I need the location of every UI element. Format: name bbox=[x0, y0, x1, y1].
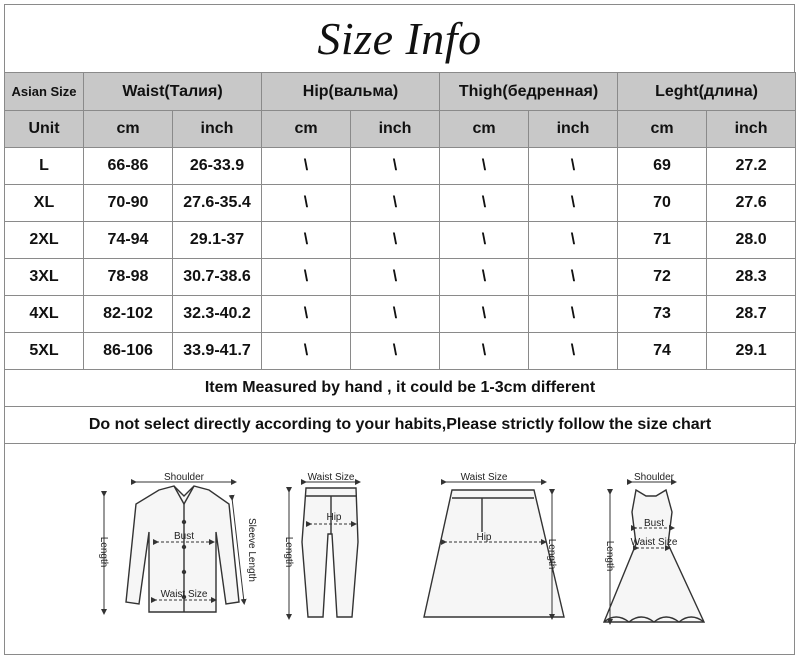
pants-hip-label: Hip bbox=[326, 512, 342, 523]
measurement-cell: 27.6 bbox=[707, 185, 796, 222]
dress-diagram bbox=[604, 482, 704, 622]
unit-cell: inch bbox=[529, 111, 618, 148]
shirt-sleeve-label: Sleeve Length bbox=[246, 518, 257, 582]
measurement-cell: 70 bbox=[618, 185, 707, 222]
measurement-cell: \ bbox=[351, 296, 440, 333]
measurement-cell: 86-106 bbox=[84, 333, 173, 370]
unit-header: Unit bbox=[5, 111, 84, 148]
measurement-cell: 78-98 bbox=[84, 259, 173, 296]
size-cell: 4XL bbox=[5, 296, 84, 333]
unit-cell: cm bbox=[262, 111, 351, 148]
measurement-cell: 32.3-40.2 bbox=[173, 296, 262, 333]
size-table bbox=[4, 72, 796, 444]
dress-waist-label: Waist Size bbox=[630, 537, 678, 548]
measurement-cell: 74-94 bbox=[84, 222, 173, 259]
skirt-length-label: Length bbox=[546, 538, 557, 570]
pants-waist-label: Waist Size bbox=[307, 472, 355, 483]
skirt-waist-label: Waist Size bbox=[460, 472, 508, 483]
measurement-cell: \ bbox=[351, 222, 440, 259]
shirt-shoulder-label: Shoulder bbox=[163, 472, 205, 483]
measurement-cell: 33.9-41.7 bbox=[173, 333, 262, 370]
table-row bbox=[5, 148, 796, 185]
measurement-cell: \ bbox=[262, 259, 351, 296]
table-row bbox=[5, 185, 796, 222]
measurement-cell: 29.1-37 bbox=[173, 222, 262, 259]
measurement-cell: \ bbox=[440, 148, 529, 185]
measurement-cell: \ bbox=[529, 185, 618, 222]
table-row bbox=[5, 333, 796, 370]
unit-cell: inch bbox=[173, 111, 262, 148]
measurement-cell: \ bbox=[351, 333, 440, 370]
unit-cell: cm bbox=[84, 111, 173, 148]
measurement-cell: \ bbox=[440, 333, 529, 370]
size-cell: 5XL bbox=[5, 333, 84, 370]
measurement-cell: \ bbox=[262, 222, 351, 259]
table-row bbox=[5, 296, 796, 333]
unit-cell: cm bbox=[440, 111, 529, 148]
size-cell: 2XL bbox=[5, 222, 84, 259]
length-header: Leght(длина) bbox=[618, 73, 796, 111]
skirt-hip-label: Hip bbox=[476, 532, 492, 543]
dress-bust-label: Bust bbox=[643, 518, 665, 529]
measurement-cell: 72 bbox=[618, 259, 707, 296]
size-cell: 3XL bbox=[5, 259, 84, 296]
measurement-cell: \ bbox=[529, 148, 618, 185]
header-row-groups bbox=[5, 73, 796, 111]
measurement-cell: \ bbox=[529, 333, 618, 370]
measurement-cell: \ bbox=[351, 185, 440, 222]
measurement-cell: 71 bbox=[618, 222, 707, 259]
note-row bbox=[5, 370, 796, 407]
pants-diagram bbox=[289, 482, 358, 617]
measurement-cell: \ bbox=[529, 296, 618, 333]
pants-length-label: Length bbox=[283, 536, 294, 568]
measurement-cell: 30.7-38.6 bbox=[173, 259, 262, 296]
measurement-cell: \ bbox=[351, 259, 440, 296]
shirt-bust-label: Bust bbox=[173, 531, 195, 542]
thigh-header: Thigh(бедренная) bbox=[440, 73, 618, 111]
shirt-waist-label: Waist Size bbox=[160, 589, 208, 600]
measurement-cell: \ bbox=[529, 259, 618, 296]
unit-cell: inch bbox=[351, 111, 440, 148]
unit-cell: inch bbox=[707, 111, 796, 148]
waist-header: Waist(Талия) bbox=[84, 73, 262, 111]
dress-shoulder-label: Shoulder bbox=[633, 472, 675, 483]
skirt-diagram bbox=[424, 482, 564, 617]
table-row bbox=[5, 259, 796, 296]
header-row-units bbox=[5, 111, 796, 148]
measurement-cell: 74 bbox=[618, 333, 707, 370]
size-chart-advice: Do not select directly according to your habits,Please strictly follow the size chart bbox=[5, 407, 796, 444]
unit-cell: cm bbox=[618, 111, 707, 148]
measurement-cell: 66-86 bbox=[84, 148, 173, 185]
measurement-cell: \ bbox=[529, 222, 618, 259]
measurement-cell: \ bbox=[351, 148, 440, 185]
dress-length-label: Length bbox=[604, 540, 615, 572]
note-row bbox=[5, 407, 796, 444]
measurement-cell: \ bbox=[440, 185, 529, 222]
hip-header: Hip(вальма) bbox=[262, 73, 440, 111]
measurement-cell: \ bbox=[262, 296, 351, 333]
measurement-cell: \ bbox=[440, 296, 529, 333]
measurement-cell: 82-102 bbox=[84, 296, 173, 333]
shirt-length-label: Length bbox=[98, 536, 109, 568]
measurement-cell: 28.0 bbox=[707, 222, 796, 259]
measurement-cell: \ bbox=[440, 222, 529, 259]
measurement-diagrams bbox=[4, 452, 795, 655]
measurement-cell: 70-90 bbox=[84, 185, 173, 222]
measurement-cell: 29.1 bbox=[707, 333, 796, 370]
measurement-cell: \ bbox=[262, 333, 351, 370]
measurement-cell: \ bbox=[262, 185, 351, 222]
measurement-cell: 27.2 bbox=[707, 148, 796, 185]
size-cell: XL bbox=[5, 185, 84, 222]
size-cell: L bbox=[5, 148, 84, 185]
measurement-cell: 26-33.9 bbox=[173, 148, 262, 185]
measurement-note: Item Measured by hand , it could be 1-3cm different bbox=[5, 370, 796, 407]
asian-size-header: Asian Size bbox=[5, 73, 84, 111]
table-row bbox=[5, 222, 796, 259]
garment-illustrations bbox=[4, 452, 795, 655]
measurement-cell: 69 bbox=[618, 148, 707, 185]
measurement-cell: 28.3 bbox=[707, 259, 796, 296]
measurement-cell: 73 bbox=[618, 296, 707, 333]
measurement-cell: \ bbox=[440, 259, 529, 296]
measurement-cell: 28.7 bbox=[707, 296, 796, 333]
measurement-cell: \ bbox=[262, 148, 351, 185]
page-title: Size Info bbox=[317, 12, 482, 64]
measurement-cell: 27.6-35.4 bbox=[173, 185, 262, 222]
